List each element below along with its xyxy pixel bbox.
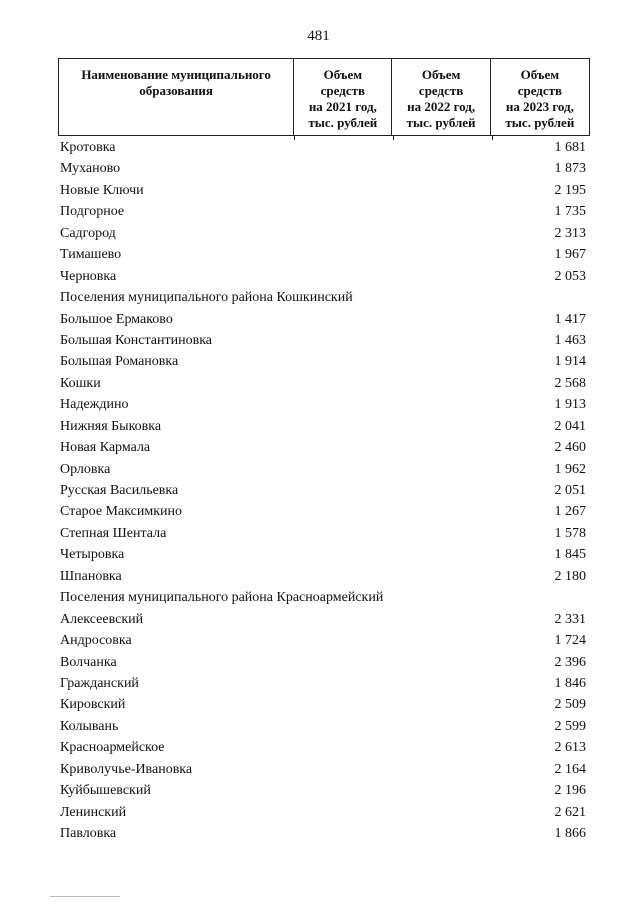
amount-2023: 1 681 bbox=[554, 140, 586, 155]
header-2022-column bbox=[392, 59, 490, 135]
municipality-name: Старое Максимкино bbox=[60, 504, 183, 520]
table-row bbox=[58, 523, 590, 544]
municipality-name: Орловка bbox=[60, 461, 111, 477]
header-2021-line: Объем bbox=[323, 67, 363, 82]
table-row bbox=[58, 266, 590, 287]
municipality-name: Павловка bbox=[60, 826, 117, 841]
amount-2023: 1 845 bbox=[554, 547, 586, 563]
municipality-name: Тимашево bbox=[60, 247, 122, 263]
table-row bbox=[58, 802, 590, 823]
municipality-name: Кировский bbox=[60, 697, 126, 713]
table-row bbox=[58, 459, 590, 480]
amount-2023: 2 051 bbox=[554, 483, 586, 498]
municipality-name: Волчанка bbox=[60, 654, 117, 670]
municipality-name: Кротовка bbox=[60, 140, 116, 155]
table-row bbox=[58, 544, 590, 565]
header-name-line: Наименование муниципального bbox=[81, 67, 271, 82]
amount-2023: 2 621 bbox=[554, 804, 586, 820]
amount-2023: 2 164 bbox=[554, 761, 586, 777]
municipality-name: Кошки bbox=[60, 375, 101, 391]
table-row bbox=[58, 501, 590, 522]
header-name-line: образования bbox=[139, 83, 213, 98]
municipality-name: Куйбышевский bbox=[60, 783, 151, 799]
table-row bbox=[58, 137, 590, 158]
table-header bbox=[58, 58, 590, 136]
municipality-name: Поселения муниципального района Кошкинский bbox=[60, 290, 353, 306]
table-row bbox=[58, 223, 590, 244]
header-2021-column bbox=[294, 59, 392, 135]
amount-2023: 1 866 bbox=[554, 826, 586, 841]
table-row bbox=[58, 673, 590, 694]
page-number: 481 bbox=[307, 28, 330, 44]
municipality-name: Большое Ермаково bbox=[60, 311, 173, 327]
header-2023-line: на 2023 год, bbox=[505, 99, 574, 114]
table-row bbox=[58, 437, 590, 458]
table-row bbox=[58, 180, 590, 201]
header-2022-line: средств bbox=[418, 83, 464, 98]
amount-2023: 2 460 bbox=[554, 440, 586, 456]
municipality-name: Муханово bbox=[60, 161, 121, 177]
amount-2023: 1 463 bbox=[554, 332, 586, 348]
table-row bbox=[58, 780, 590, 801]
table-row bbox=[58, 716, 590, 737]
header-2021-line: средств bbox=[320, 83, 366, 98]
amount-2023: 2 396 bbox=[554, 654, 586, 670]
header-2023-column bbox=[491, 59, 589, 135]
municipality-name: Большая Константиновка bbox=[60, 332, 213, 348]
table-row bbox=[58, 373, 590, 394]
amount-2023: 1 967 bbox=[554, 247, 586, 263]
header-2023-line: тыс. рублей bbox=[505, 115, 575, 130]
footer-rule bbox=[50, 896, 120, 897]
municipality-name: Поселения муниципального района Красноармейский bbox=[60, 590, 384, 606]
table-row bbox=[58, 416, 590, 437]
amount-2023: 2 053 bbox=[554, 268, 586, 284]
amount-2023: 1 267 bbox=[554, 504, 586, 520]
amount-2023: 1 914 bbox=[554, 354, 586, 370]
municipality-name: Красноармейское bbox=[60, 740, 165, 756]
municipality-name: Андросовка bbox=[60, 633, 132, 649]
municipality-name: Колывань bbox=[60, 718, 119, 734]
amount-2023: 1 962 bbox=[554, 461, 586, 477]
amount-2023: 2 509 bbox=[554, 697, 586, 713]
header-2021-line: тыс. рублей bbox=[308, 115, 378, 130]
table-row bbox=[58, 823, 590, 844]
table-row bbox=[58, 351, 590, 372]
table-row bbox=[58, 609, 590, 630]
table-section-heading bbox=[58, 287, 590, 308]
header-2022-line: на 2022 год, bbox=[407, 99, 476, 114]
municipality-name: Четыровка bbox=[60, 547, 125, 563]
table-row bbox=[58, 759, 590, 780]
municipality-name: Новая Кармала bbox=[60, 440, 151, 456]
municipality-name: Алексеевский bbox=[60, 611, 144, 627]
amount-2023: 1 578 bbox=[554, 525, 586, 541]
municipality-name: Нижняя Быковка bbox=[60, 418, 162, 434]
header-2022-line: Объем bbox=[421, 67, 461, 82]
amount-2023: 1 846 bbox=[554, 675, 586, 691]
table-body bbox=[58, 137, 590, 844]
municipality-name: Подгорное bbox=[60, 204, 125, 220]
amount-2023: 2 195 bbox=[554, 182, 586, 198]
amount-2023: 1 417 bbox=[554, 311, 586, 327]
header-2021-line: на 2021 год, bbox=[308, 99, 377, 114]
municipality-name: Русская Васильевка bbox=[60, 483, 179, 498]
amount-2023: 2 331 bbox=[554, 611, 586, 627]
header-name-column bbox=[59, 59, 294, 135]
amount-2023: 1 735 bbox=[554, 204, 586, 220]
municipality-name: Новые Ключи bbox=[60, 182, 144, 198]
table-row bbox=[58, 201, 590, 222]
municipality-name: Надеждино bbox=[60, 397, 129, 413]
amount-2023: 2 180 bbox=[554, 568, 586, 584]
table-row bbox=[58, 330, 590, 351]
table-row bbox=[58, 309, 590, 330]
municipality-name: Садгород bbox=[60, 225, 116, 241]
table-row bbox=[58, 652, 590, 673]
table-row bbox=[58, 694, 590, 715]
header-2023-line: Объем bbox=[520, 67, 560, 82]
table-row bbox=[58, 158, 590, 179]
table-row bbox=[58, 566, 590, 587]
table-row bbox=[58, 480, 590, 501]
table-row bbox=[58, 244, 590, 265]
table-row bbox=[58, 630, 590, 651]
municipality-name: Криволучье-Ивановка bbox=[60, 761, 193, 777]
amount-2023: 2 599 bbox=[554, 718, 586, 734]
amount-2023: 2 613 bbox=[554, 740, 586, 756]
header-2023-line: средств bbox=[517, 83, 563, 98]
amount-2023: 1 913 bbox=[554, 397, 586, 413]
table-row bbox=[58, 394, 590, 415]
amount-2023: 1 724 bbox=[554, 633, 586, 649]
amount-2023: 2 041 bbox=[554, 418, 586, 434]
table-row bbox=[58, 737, 590, 758]
municipality-name: Степная Шентала bbox=[60, 525, 167, 541]
header-2022-line: тыс. рублей bbox=[406, 115, 476, 130]
amount-2023: 2 196 bbox=[554, 783, 586, 799]
municipality-name: Большая Романовка bbox=[60, 354, 179, 370]
municipality-name: Черновка bbox=[60, 268, 117, 284]
amount-2023: 2 568 bbox=[554, 375, 586, 391]
table-section-heading bbox=[58, 587, 590, 608]
amount-2023: 1 873 bbox=[554, 161, 586, 177]
amount-2023: 2 313 bbox=[554, 225, 586, 241]
municipality-name: Ленинский bbox=[60, 804, 127, 820]
municipality-name: Шпановка bbox=[60, 568, 122, 584]
municipality-name: Гражданский bbox=[60, 675, 139, 691]
